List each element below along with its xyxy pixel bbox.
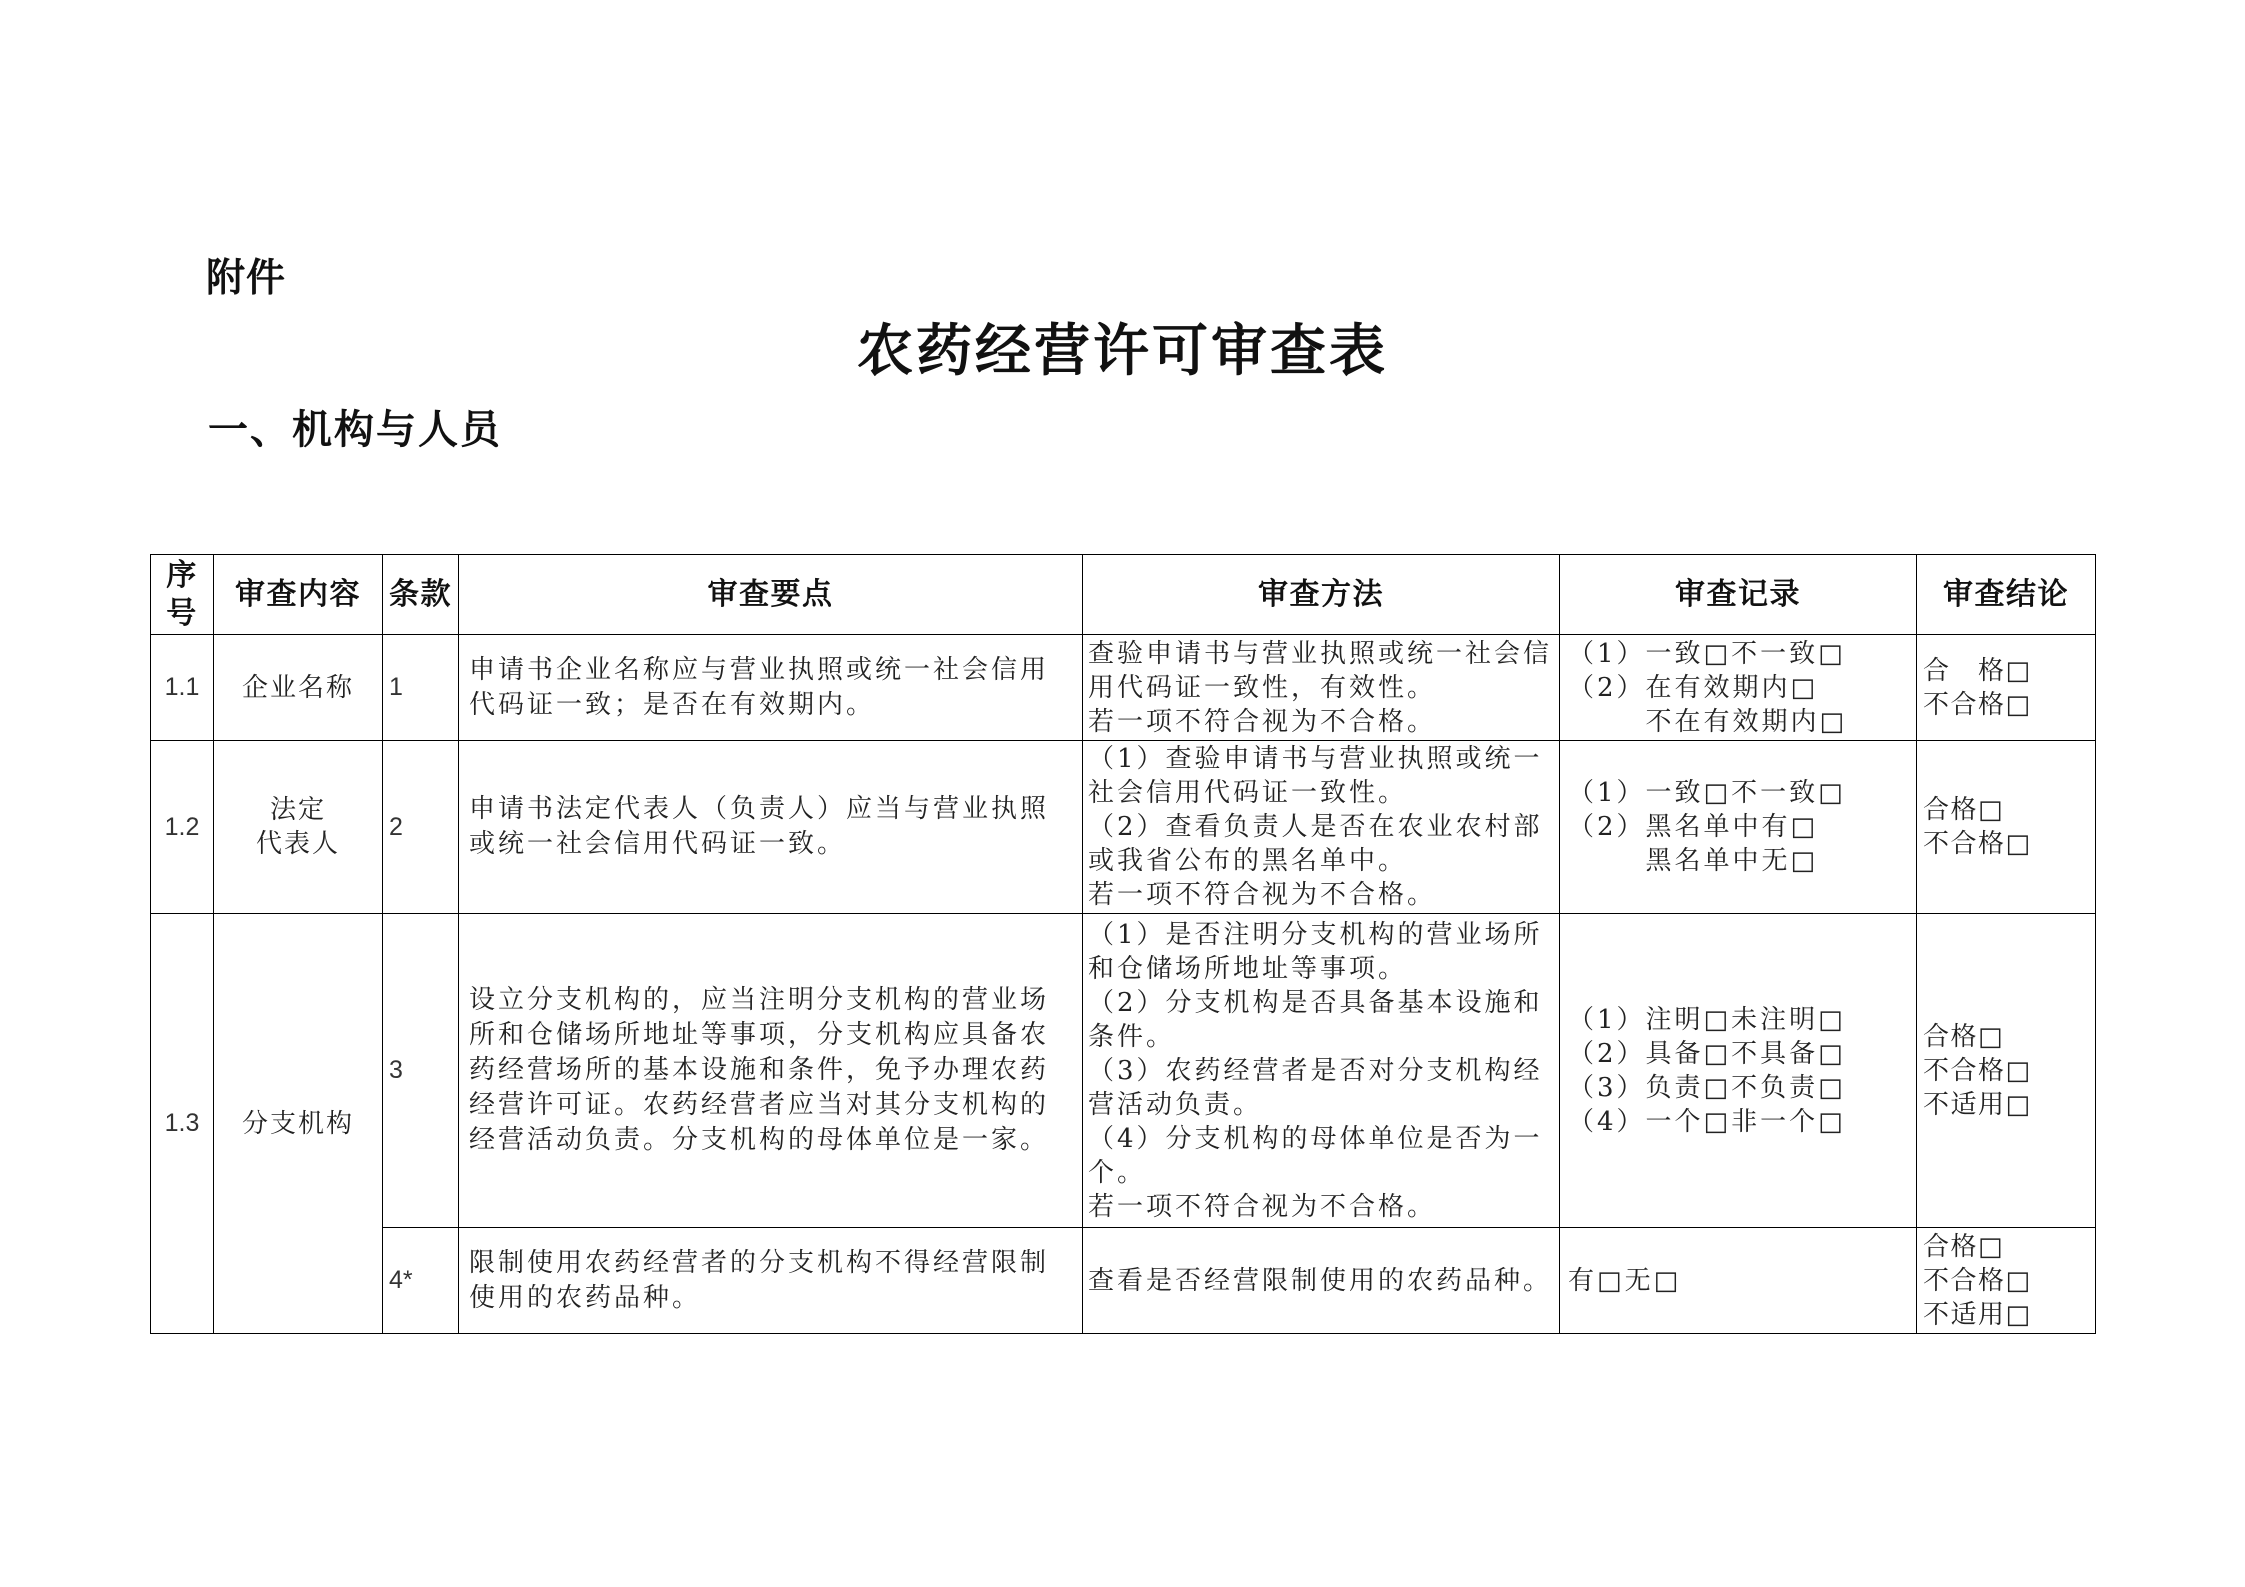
header-serial-number-text: 序号	[166, 557, 198, 631]
record-options	[1646, 671, 1848, 739]
header-review-record: 审查记录	[1560, 555, 1917, 635]
record-options	[1646, 810, 1819, 878]
header-serial-number	[151, 555, 214, 635]
record-option-line: 注明□未注明□	[1645, 1004, 1846, 1035]
row-number: 1.2	[151, 741, 214, 914]
record-entry-number: （1）	[1568, 778, 1646, 808]
record-option-line: 有□无□	[1568, 1265, 1682, 1296]
record-options	[1646, 1037, 1846, 1071]
page-title: 农药经营许可审查表	[857, 318, 1388, 384]
review-method	[1083, 635, 1560, 741]
record-options	[1646, 1003, 1846, 1037]
review-record	[1560, 741, 1917, 914]
record-option-line: 负责□不负责□	[1645, 1072, 1846, 1103]
review-item-line: 分支机构	[241, 1108, 354, 1139]
method-paragraph: （2）分支机构是否具备基本设施和条件。	[1088, 987, 1543, 1052]
row-number: 1.1	[151, 635, 214, 741]
record-entry-number: （2）	[1568, 1038, 1646, 1069]
conclusion-option: 合格□	[1923, 1231, 2005, 1262]
review-points: 设立分支机构的，应当注明分支机构的营业场所和仓储场所地址等事项，分支机构应具备农药经营场所的基本设施和条件，免予办理农药经营许可证。农药经营者应当对其分支机构的经营活动负责。分支机构的母体单位是一家。	[459, 914, 1083, 1228]
review-conclusion	[1917, 635, 2096, 741]
record-option-line: 黑名单中有□	[1645, 812, 1819, 842]
record-entry	[1568, 776, 1908, 810]
record-entry	[1568, 810, 1908, 878]
record-entry-number: （3）	[1568, 1072, 1646, 1103]
table-row	[151, 635, 2096, 741]
review-method	[1083, 741, 1560, 914]
section-heading: 一、机构与人员	[208, 407, 502, 453]
record-entry	[1568, 1264, 1908, 1298]
review-points: 申请书企业名称应与营业执照或统一社会信用代码证一致；是否在有效期内。	[459, 635, 1083, 741]
conclusion-option: 不合格□	[1923, 689, 2032, 720]
record-entry	[1568, 1037, 1908, 1071]
review-table	[150, 554, 2096, 1334]
table-header-row	[151, 555, 2096, 635]
method-paragraph: （4）分支机构的母体单位是否为一个。	[1088, 1123, 1543, 1188]
clause-number: 3	[383, 914, 459, 1228]
table-row	[151, 1228, 2096, 1334]
record-option-line: 一致□不一致□	[1645, 778, 1846, 808]
review-points: 申请书法定代表人（负责人）应当与营业执照或统一社会信用代码证一致。	[459, 741, 1083, 914]
record-option-line: 一致□不一致□	[1645, 638, 1846, 669]
record-entry-number: （2）	[1568, 672, 1646, 703]
method-paragraph: （1）查验申请书与营业执照或统一社会信用代码证一致性。	[1088, 744, 1543, 808]
record-option-line: 在有效期内□	[1645, 672, 1819, 703]
conclusion-option: 不适用□	[1923, 1299, 2032, 1330]
record-entry-number: （1）	[1568, 638, 1646, 669]
record-options	[1568, 1264, 1681, 1298]
method-paragraph: 若一项不符合视为不合格。	[1088, 880, 1437, 910]
record-entry-number: （4）	[1568, 1106, 1646, 1137]
table-row	[151, 914, 2096, 1228]
record-options	[1646, 1105, 1846, 1139]
record-option-line: 不在有效期内□	[1645, 706, 1848, 737]
conclusion-option: 合格□	[1923, 795, 2005, 825]
attachment-label: 附件	[206, 256, 287, 301]
review-conclusion	[1917, 1228, 2096, 1334]
record-options	[1646, 637, 1846, 671]
method-paragraph: 若一项不符合视为不合格。	[1088, 1191, 1437, 1222]
header-review-conclusion: 审查结论	[1917, 555, 2096, 635]
record-option-line: 一个□非一个□	[1645, 1106, 1846, 1137]
review-item-line: 企业名称	[241, 672, 354, 703]
review-conclusion	[1917, 914, 2096, 1228]
conclusion-option: 不合格□	[1923, 829, 2032, 859]
clause-number: 1	[383, 635, 459, 741]
method-paragraph: 查看是否经营限制使用的农药品种。	[1088, 1265, 1553, 1296]
record-options	[1646, 776, 1846, 810]
review-item-line: 法定	[269, 795, 326, 825]
conclusion-option: 不合格□	[1923, 1265, 2032, 1296]
header-review-points: 审查要点	[459, 555, 1083, 635]
header-clause: 条款	[383, 555, 459, 635]
record-options	[1646, 1071, 1846, 1105]
record-entry-number: （1）	[1568, 1004, 1646, 1035]
review-item	[214, 635, 383, 741]
method-paragraph: （3）农药经营者是否对分支机构经营活动负责。	[1088, 1055, 1543, 1120]
method-paragraph: （2）查看负责人是否在农业农村部或我省公布的黑名单中。	[1088, 812, 1543, 876]
row-number: 1.3	[151, 914, 214, 1334]
review-points: 限制使用农药经营者的分支机构不得经营限制使用的农药品种。	[459, 1228, 1083, 1334]
method-paragraph: （1）是否注明分支机构的营业场所和仓储场所地址等事项。	[1088, 919, 1543, 984]
record-entry	[1568, 1105, 1908, 1139]
record-option-line: 黑名单中无□	[1645, 846, 1819, 876]
header-review-method: 审查方法	[1083, 555, 1560, 635]
review-method	[1083, 914, 1560, 1228]
review-item	[214, 741, 383, 914]
record-entry	[1568, 1003, 1908, 1037]
record-option-line: 具备□不具备□	[1645, 1038, 1846, 1069]
conclusion-option: 合格□	[1923, 1021, 2005, 1052]
review-conclusion	[1917, 741, 2096, 914]
record-entry	[1568, 1071, 1908, 1105]
clause-number: 4*	[383, 1228, 459, 1334]
conclusion-option: 不合格□	[1923, 1055, 2032, 1086]
review-record	[1560, 914, 1917, 1228]
review-record	[1560, 1228, 1917, 1334]
method-paragraph: 若一项不符合视为不合格。	[1088, 706, 1437, 737]
conclusion-option: 合 格□	[1923, 655, 2032, 686]
record-entry	[1568, 637, 1908, 671]
review-record	[1560, 635, 1917, 741]
record-entry-number: （2）	[1568, 812, 1646, 842]
conclusion-option: 不适用□	[1923, 1089, 2032, 1120]
header-review-content: 审查内容	[214, 555, 383, 635]
table-row	[151, 741, 2096, 914]
review-item	[214, 914, 383, 1334]
method-paragraph: 查验申请书与营业执照或统一社会信用代码证一致性，有效性。	[1088, 638, 1553, 703]
review-item-line: 代表人	[255, 829, 340, 859]
review-method	[1083, 1228, 1560, 1334]
clause-number: 2	[383, 741, 459, 914]
record-entry	[1568, 671, 1908, 739]
